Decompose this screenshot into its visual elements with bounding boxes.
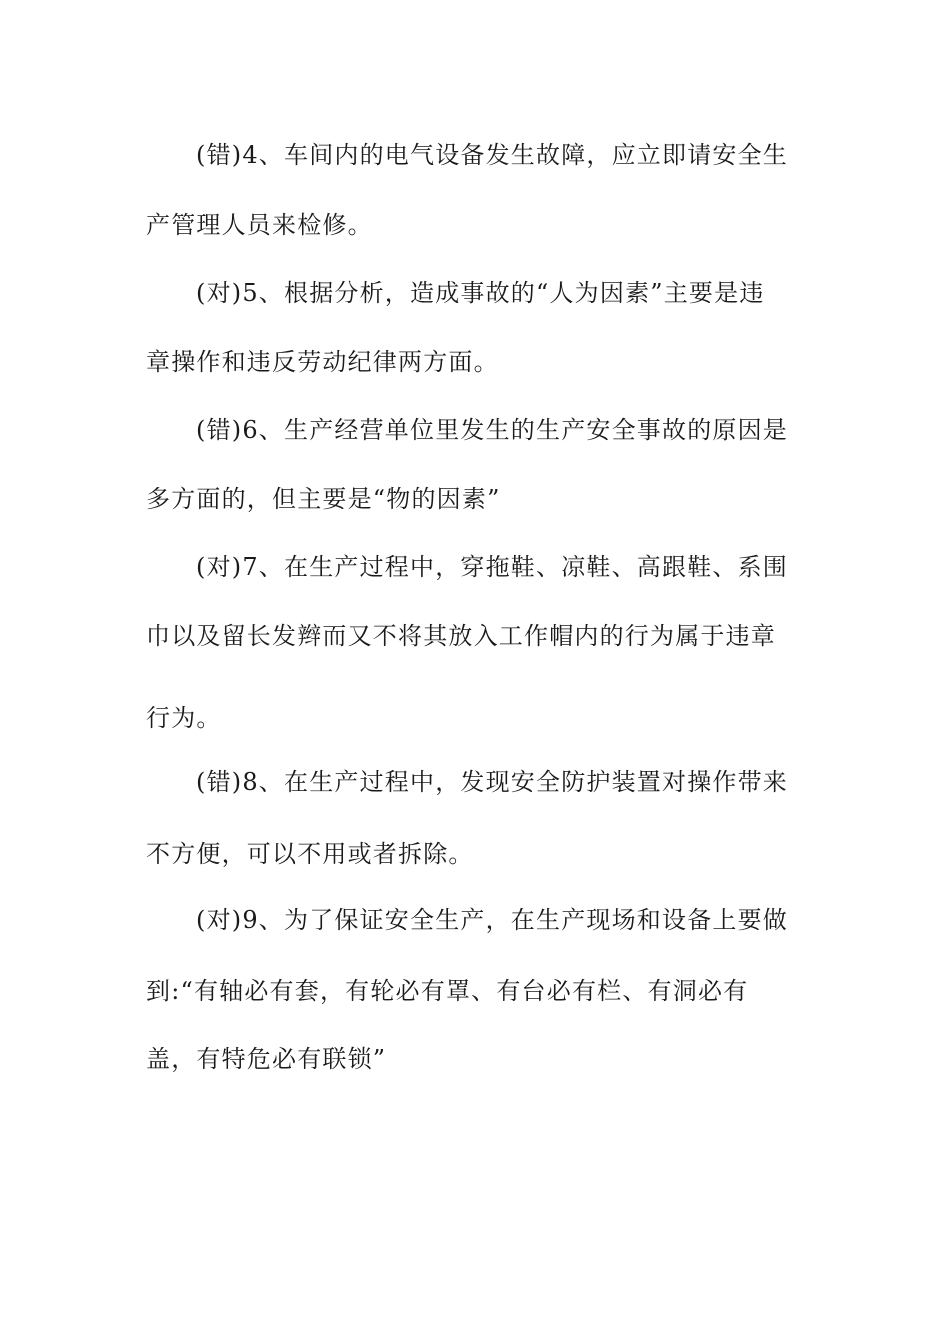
item-8-line-1: (错)8、在生产过程中，发现安全防护装置对操作带来 <box>196 768 788 796</box>
item-7-line-3: 行为。 <box>146 704 222 732</box>
item-6-line-1: (错)6、生产经营单位里发生的生产安全事故的原因是 <box>196 416 788 444</box>
item-9-line-3: 盖，有特危必有联锁” <box>146 1045 387 1073</box>
item-7-line-1: (对)7、在生产过程中，穿拖鞋、凉鞋、高跟鞋、系围 <box>196 553 788 581</box>
item-9-line-2: 到:“有轴必有套，有轮必有罩、有台必有栏、有洞必有 <box>146 977 749 1005</box>
item-4-line-2: 产管理人员来检修。 <box>146 211 373 239</box>
item-4-line-1: (错)4、车间内的电气设备发生故障，应立即请安全生 <box>196 141 788 169</box>
item-7-line-2: 巾以及留长发辫而又不将其放入工作帽内的行为属于违章 <box>146 622 776 650</box>
item-5-line-2: 章操作和违反劳动纪律两方面。 <box>146 348 499 376</box>
item-8-line-2: 不方便，可以不用或者拆除。 <box>146 840 474 868</box>
item-9-line-1: (对)9、为了保证安全生产，在生产现场和设备上要做 <box>196 906 788 934</box>
item-6-line-2: 多方面的，但主要是“物的因素” <box>146 485 501 513</box>
item-5-line-1: (对)5、根据分析，造成事故的“人为因素”主要是违 <box>196 279 765 307</box>
